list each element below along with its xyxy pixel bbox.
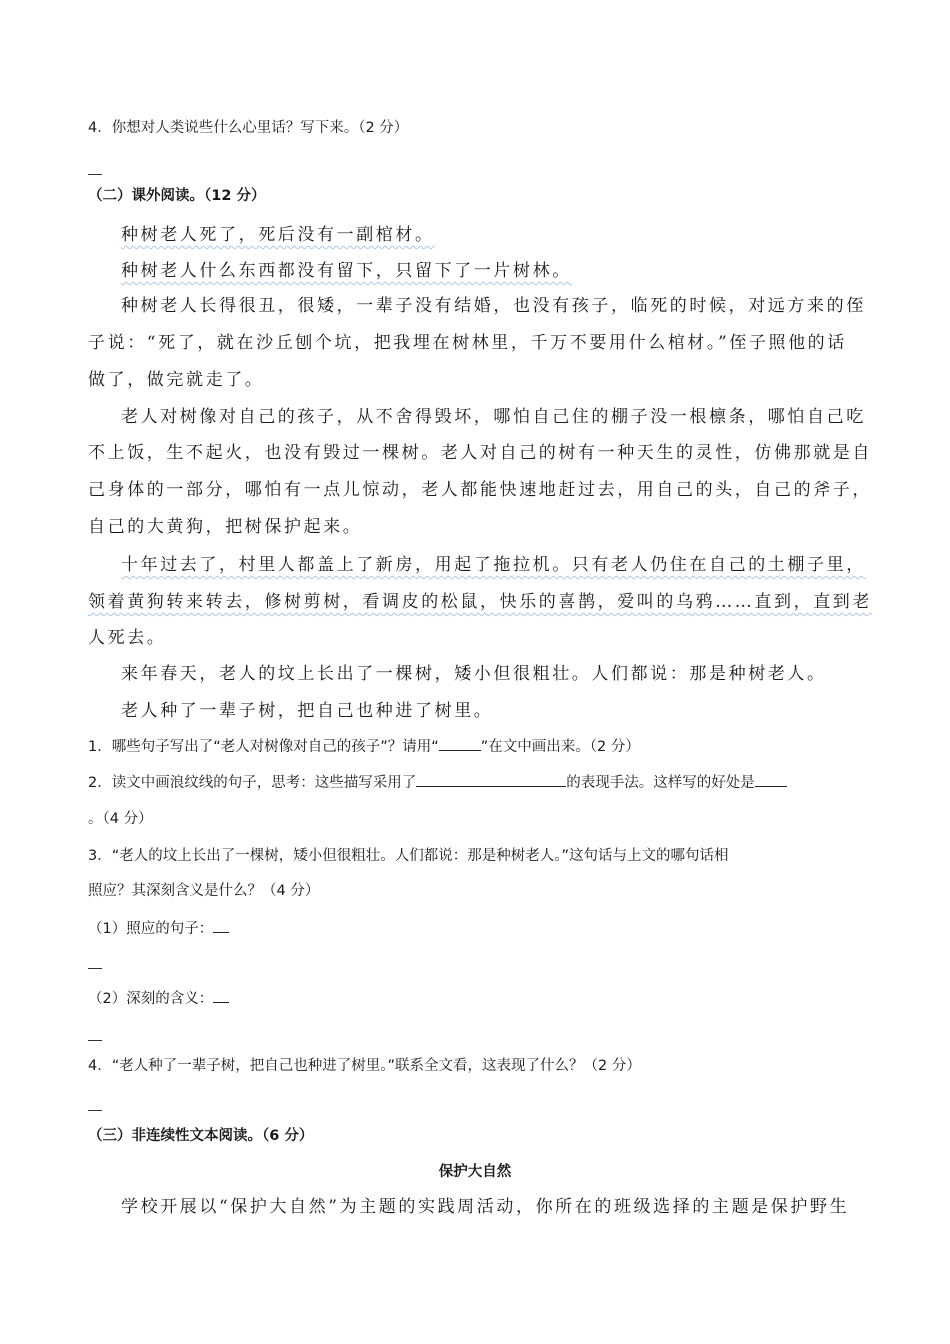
question-2-points: 。（4 分） [88,811,153,827]
article-intro-line: 学校开展以“保护大自然”为主题的实践周活动，你所在的班级选择的主题是保护野生 [121,1197,850,1217]
answer-line [88,968,102,969]
answer-blank[interactable] [213,918,229,933]
passage-paragraph-4-line-3: 己身体的一部分，哪怕有一点儿惊动，老人都能快速地赶过去，用自己的头，自己的斧子， [88,480,872,500]
passage-paragraph-4-line-1: 老人对树像对自己的孩子，从不舍得毁坏，哪怕自己住的棚子没一根檩条，哪怕自己吃 [121,407,866,427]
answer-blank[interactable] [416,772,566,787]
question-3-line-1: 3．“老人的坟上长出了一棵树，矮小但很粗壮。人们都说：那是种树老人。”这句话与上文的哪句话相 [88,848,729,864]
answer-line [88,174,102,175]
question-3-sub-1: （1）照应的句子： [88,918,229,939]
answer-blank[interactable] [213,988,229,1003]
passage-paragraph-5-line-2: 领着黄狗转来转去，修树剪树，看调皮的松鼠，快乐的喜鹊，爱叫的乌鸦……直到，直到老 [88,592,872,612]
question-3-sub-2: （2）深刻的含义： [88,988,229,1009]
answer-blank[interactable] [755,772,787,787]
passage-paragraph-6: 来年春天，老人的坟上长出了一棵树，矮小但很粗壮。人们都说：那是种树老人。 [121,664,827,684]
section-title-non-continuous-text: （三）非连续性文本阅读。（6 分） [88,1128,314,1144]
passage-paragraph-5-line-3: 人死去。 [88,628,167,648]
question-4: 4．“老人种了一辈子树，把自己也种进了树里。”联系全文看，这表现了什么？（2 分） [88,1058,641,1074]
question-2: 2．读文中画浪纹线的句子，思考：这些描写采用了 的表现手法。这样写的好处是 [88,772,787,793]
passage-paragraph-1: 种树老人死了，死后没有一副棺材。 [121,225,435,245]
answer-line [88,1040,102,1041]
blank-underline-mark [439,736,481,751]
passage-paragraph-7: 老人种了一辈子树，把自己也种进了树里。 [121,701,494,721]
passage-paragraph-2: 种树老人什么东西都没有留下，只留下了一片树林。 [121,261,572,281]
passage-paragraph-3-line-3: 做了，做完就走了。 [88,370,265,390]
question-3-line-2: 照应？其深刻含义是什么？（4 分） [88,883,320,899]
passage-paragraph-4-line-4: 自己的大黄狗，把树保护起来。 [88,517,363,537]
answer-line [88,1110,102,1111]
passage-paragraph-5-line-1: 十年过去了，村里人都盖上了新房，用起了拖拉机。只有老人仍住在自己的土棚子里， [121,555,866,575]
question-1: 1．哪些句子写出了“老人对树像对自己的孩子”？请用“ ”在文中画出来。（2 分） [88,736,640,757]
passage-paragraph-4-line-2: 不上饭，生不起火，也没有毁过一棵树。老人对自己的树有一种天生的灵性，仿佛那就是自 [88,443,872,463]
section-title-extracurricular-reading: （二）课外阅读。（12 分） [88,188,266,204]
passage-paragraph-3-line-1: 种树老人长得很丑，很矮，一辈子没有结婚，也没有孩子，临死的时候，对远方来的侄 [121,296,866,316]
question-4-prev: 4．你想对人类说些什么心里话？写下来。（2 分） [88,120,409,136]
passage-paragraph-3-line-2: 子说：“死了，就在沙丘刨个坑，把我埋在树林里，千万不要用什么棺材。”侄子照他的话 [88,333,847,353]
article-heading: 保护大自然 [438,1164,512,1180]
